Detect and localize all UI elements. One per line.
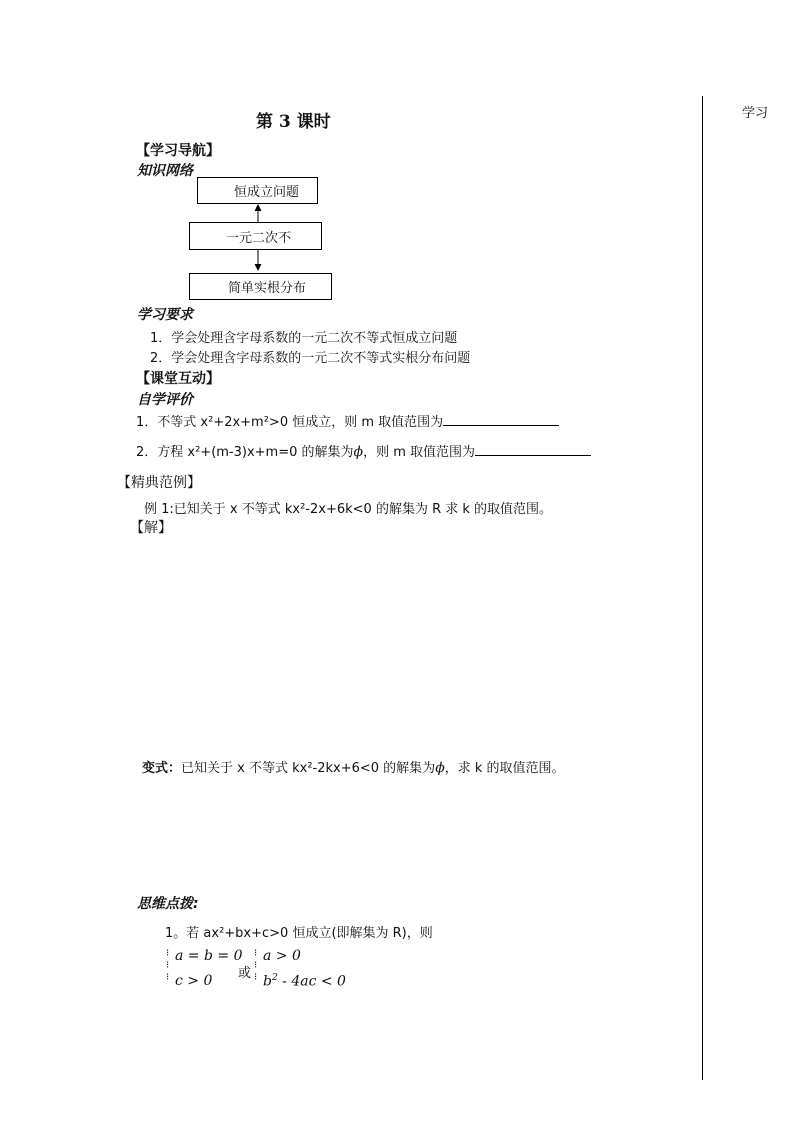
flow-box-bottom — [189, 273, 332, 300]
self-eval-q1-text: 1．不等式 x²+2x+m²>0 恒成立，则 m 取值范围为 — [136, 415, 444, 430]
example-1: 例 1:已知关于 x 不等式 kx²-2x+6k<0 的解集为 R 求 k 的取值范围。 — [144, 502, 553, 517]
margin-divider — [702, 96, 703, 1080]
solution-label: 【解】 — [130, 520, 172, 536]
page-title: 第 3 课时 — [256, 112, 331, 132]
self-eval-q2-text-end: ，则 m 取值范围为 — [363, 445, 475, 460]
flow-box-middle-label: 一元二次不 — [226, 230, 292, 246]
self-eval-q2 — [136, 441, 591, 460]
arrow-up-icon — [252, 204, 264, 222]
condition-b-line1: a > 0 — [263, 948, 301, 964]
condition-b-line2 — [263, 973, 346, 990]
examples-heading: 【精典范例】 — [117, 475, 201, 491]
condition-b-rest: - 4ac < 0 — [277, 973, 346, 990]
network-heading: 知识网络 — [137, 163, 193, 179]
flow-box-top-label: 恒成立问题 — [234, 185, 300, 200]
condition-a-line2: c > 0 — [175, 973, 213, 989]
self-eval-heading: 自学评价 — [137, 392, 193, 408]
self-eval-q1 — [136, 411, 559, 430]
arrow-down-icon — [252, 250, 264, 272]
variant-text: 已知关于 x 不等式 kx²-2kx+6<0 的解集为 — [181, 761, 436, 776]
variant-label: 变式： — [142, 761, 182, 776]
empty-set-symbol: ϕ — [353, 444, 364, 460]
variant-empty-set-symbol: ϕ — [435, 760, 445, 776]
variant — [142, 757, 565, 776]
thinking-item-1: 1。若 ax²+bx+c>0 恒成立(即解集为 R)，则 — [165, 926, 433, 941]
thinking-heading: 思维点拨: — [137, 896, 199, 912]
flow-box-middle — [189, 222, 322, 250]
requirement-item-1: 1．学会处理含字母系数的一元二次不等式恒成立问题 — [150, 331, 458, 346]
left-brace: ⁝ ⁝ ⁝ — [166, 948, 170, 983]
flow-box-top — [197, 177, 318, 204]
side-label: 学习 — [742, 106, 769, 121]
right-brace: ⁝ ⁝ ⁝ — [254, 948, 258, 983]
variant-text-end: ，求 k 的取值范围。 — [444, 761, 565, 776]
nav-heading: 【学习导航】 — [136, 143, 220, 159]
classroom-heading: 【课堂互动】 — [136, 371, 220, 387]
flow-box-bottom-label: 简单实根分布 — [228, 281, 307, 296]
answer-blank-2[interactable] — [475, 455, 591, 456]
condition-b-var: b — [263, 973, 272, 990]
requirement-item-2: 2．学会处理含字母系数的一元二次不等式实根分布问题 — [150, 351, 471, 366]
self-eval-q2-text: 2．方程 x²+(m-3)x+m=0 的解集为 — [136, 445, 354, 460]
condition-a-line1: a = b = 0 — [175, 948, 243, 964]
or-label: 或 — [238, 966, 252, 981]
condition-b-exp: 2 — [271, 973, 278, 983]
requirements-heading: 学习要求 — [137, 307, 193, 323]
answer-blank-1[interactable] — [443, 425, 559, 426]
